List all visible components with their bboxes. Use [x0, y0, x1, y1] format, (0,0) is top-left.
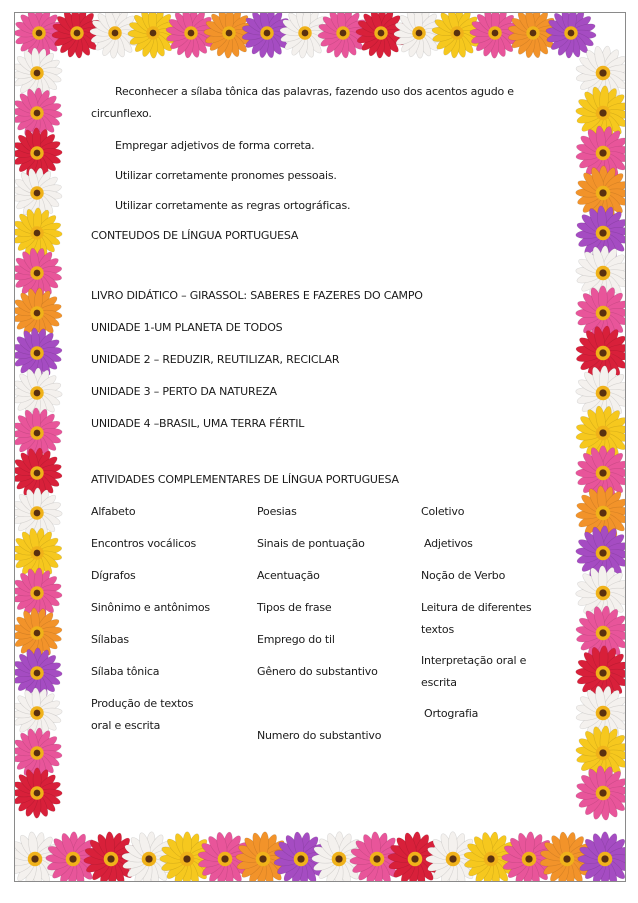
activity-item: Adjetivos [424, 537, 473, 550]
objective-text: Utilizar corretamente pronomes pessoais. [115, 169, 337, 182]
activity-item: Tipos de frase [257, 601, 332, 614]
activity-item: Sinônimo e antônimos [91, 601, 210, 614]
flower-icon [575, 765, 626, 820]
activity-item: Produção de textos oral e escrita [91, 697, 194, 732]
flower-icon [318, 13, 369, 58]
document-content [91, 81, 551, 751]
objective-text: Empregar adjetivos de forma correta. [115, 139, 315, 152]
activity-item: Poesias [257, 505, 297, 518]
activity-item: Gênero do substantivo [257, 665, 378, 678]
activity-item: Dígrafos [91, 569, 136, 582]
activity-item: Encontros vocálicos [91, 537, 197, 550]
flower-icon [15, 288, 62, 339]
flower-icon [15, 568, 62, 619]
page-frame [14, 12, 626, 882]
activity-item: Coletivo [421, 505, 465, 518]
activities-grid [91, 491, 551, 751]
contents-heading: CONTEUDOS DE LÍNGUA PORTUGUESA [91, 229, 299, 242]
objective-text: Utilizar corretamente as regras ortográficas. [115, 199, 351, 212]
flower-icon [52, 13, 103, 58]
activity-item: Numero do substantivo [257, 729, 382, 742]
activity-item: Sílaba tônica [91, 665, 160, 678]
activity-item: Alfabeto [91, 505, 136, 518]
activity-item: Leitura de diferentes textos [421, 601, 532, 636]
activity-item: Noção de Verbo [421, 569, 506, 582]
flower-icon [15, 768, 62, 818]
unit-item: UNIDADE 4 –BRASIL, UMA TERRA FÉRTIL [91, 417, 305, 430]
activity-item: Ortografia [424, 707, 479, 720]
unit-item: UNIDADE 1-UM PLANETA DE TODOS [91, 321, 283, 334]
unit-item: UNIDADE 3 – PERTO DA NATUREZA [91, 385, 277, 398]
book-title: LIVRO DIDÁTICO – GIRASSOL: SABERES E FAZERES DO CAMPO [91, 289, 423, 302]
activity-item: Sílabas [91, 633, 129, 646]
activity-item: Acentuação [257, 569, 320, 582]
activity-item: Emprego do til [257, 633, 335, 646]
objective-text: Reconhecer a sílaba tônica das palavras, fazendo uso dos acentos agudo e circunflexo. [91, 85, 514, 120]
activities-heading: ATIVIDADES COMPLEMENTARES DE LÍNGUA PORTUGUESA [91, 473, 399, 486]
activity-item: Sinais de pontuação [257, 537, 365, 550]
unit-item: UNIDADE 2 – REDUZIR, REUTILIZAR, RECICLAR [91, 353, 340, 366]
activity-item: Interpretação oral e escrita [421, 654, 527, 689]
